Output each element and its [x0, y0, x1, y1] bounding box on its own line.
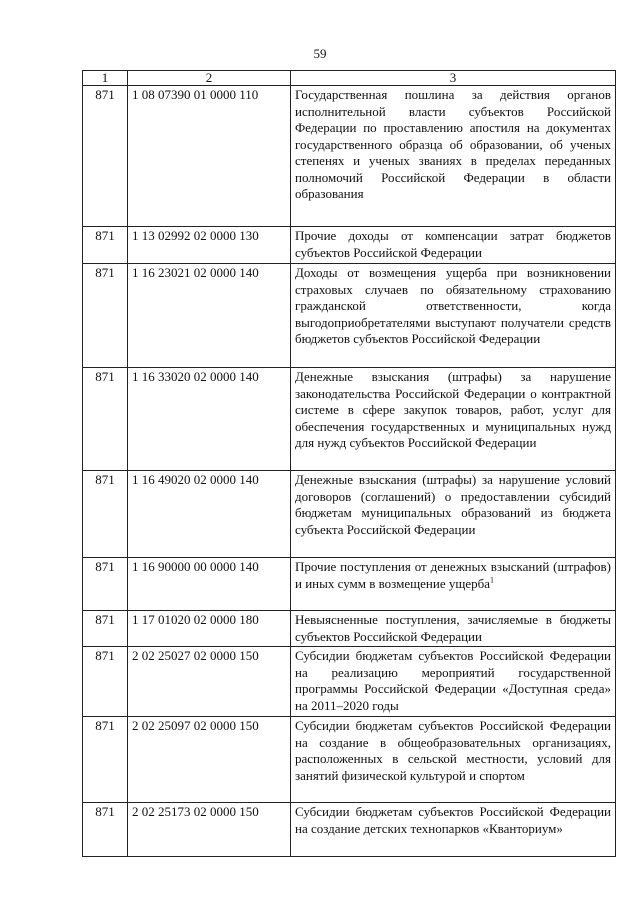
column-header-2: 2 — [128, 71, 291, 86]
revenue-codes-table — [82, 70, 616, 857]
budget-code-cell: 1 13 02992 02 0000 130 — [128, 227, 291, 264]
revenue-name-cell: Прочие доходы от компенсации затрат бюджетов субъектов Российской Федерации — [291, 227, 616, 264]
footnote-marker: 1 — [490, 575, 494, 585]
budget-code-cell: 2 02 25173 02 0000 150 — [128, 803, 291, 857]
budget-code-cell: 1 16 49020 02 0000 140 — [128, 471, 291, 558]
revenue-name-cell: Государственная пошлина за действия органов исполнительной власти субъектов Российской Федерации по проставлению апостиля на документах государственного образца об образовании, об ученых степенях и ученых званиях в пределах переданных полномочий Российской Федерации в области образования — [291, 86, 616, 227]
budget-code-cell: 2 02 25027 02 0000 150 — [128, 647, 291, 717]
budget-code-cell: 2 02 25097 02 0000 150 — [128, 717, 291, 803]
admin-code-cell: 871 — [83, 558, 128, 611]
revenue-name-text: Прочие поступления от денежных взысканий (штрафов) и иных сумм в возмещение ущерба — [295, 559, 611, 591]
table-row — [83, 368, 616, 471]
budget-code-cell: 1 16 23021 02 0000 140 — [128, 264, 291, 368]
admin-code-cell: 871 — [83, 227, 128, 264]
table-row — [83, 717, 616, 803]
revenue-name-cell: Невыясненные поступления, зачисляемые в бюджеты субъектов Российской Федерации — [291, 611, 616, 647]
table-row — [83, 86, 616, 227]
table-row — [83, 471, 616, 558]
admin-code-cell: 871 — [83, 264, 128, 368]
admin-code-cell: 871 — [83, 471, 128, 558]
revenue-name-cell: Денежные взыскания (штрафы) за нарушение условий договоров (соглашений) о предоставлении субсидий бюджетам муниципальных образований из бюджета субъекта Российской Федерации — [291, 471, 616, 558]
admin-code-cell: 871 — [83, 611, 128, 647]
revenue-name-cell — [291, 558, 616, 611]
page-number: 59 — [313, 46, 327, 61]
table-row — [83, 558, 616, 611]
admin-code-cell: 871 — [83, 86, 128, 227]
table-row — [83, 803, 616, 857]
table-row — [83, 647, 616, 717]
budget-code-cell: 1 08 07390 01 0000 110 — [128, 86, 291, 227]
column-header-3: 3 — [291, 71, 616, 86]
admin-code-cell: 871 — [83, 803, 128, 857]
revenue-name-cell: Доходы от возмещения ущерба при возникновении страховых случаев по обязательному страхованию гражданской ответственности, когда выгодоприобретателями выступают получатели средств бюджетов субъектов Российской Федерации — [291, 264, 616, 368]
revenue-name-cell: Субсидии бюджетам субъектов Российской Федерации на реализацию мероприятий государственной программы Российской Федерации «Доступная среда» на 2011–2020 годы — [291, 647, 616, 717]
budget-code-cell: 1 17 01020 02 0000 180 — [128, 611, 291, 647]
revenue-name-cell: Субсидии бюджетам субъектов Российской Федерации на создание в общеобразовательных организациях, расположенных в сельской местности, условий для занятий физической культурой и спортом — [291, 717, 616, 803]
budget-code-cell: 1 16 33020 02 0000 140 — [128, 368, 291, 471]
table-row — [83, 611, 616, 647]
admin-code-cell: 871 — [83, 717, 128, 803]
revenue-name-cell: Субсидии бюджетам субъектов Российской Федерации на создание детских технопарков «Кванториум» — [291, 803, 616, 857]
budget-code-cell: 1 16 90000 00 0000 140 — [128, 558, 291, 611]
column-header-1: 1 — [83, 71, 128, 86]
admin-code-cell: 871 — [83, 647, 128, 717]
table-row — [83, 227, 616, 264]
admin-code-cell: 871 — [83, 368, 128, 471]
table-header-row — [83, 71, 616, 86]
table-row — [83, 264, 616, 368]
revenue-name-cell: Денежные взыскания (штрафы) за нарушение законодательства Российской Федерации о контрактной системе в сфере закупок товаров, работ, услуг для обеспечения государственных и муниципальных нужд для нужд субъектов Российской Федерации — [291, 368, 616, 471]
